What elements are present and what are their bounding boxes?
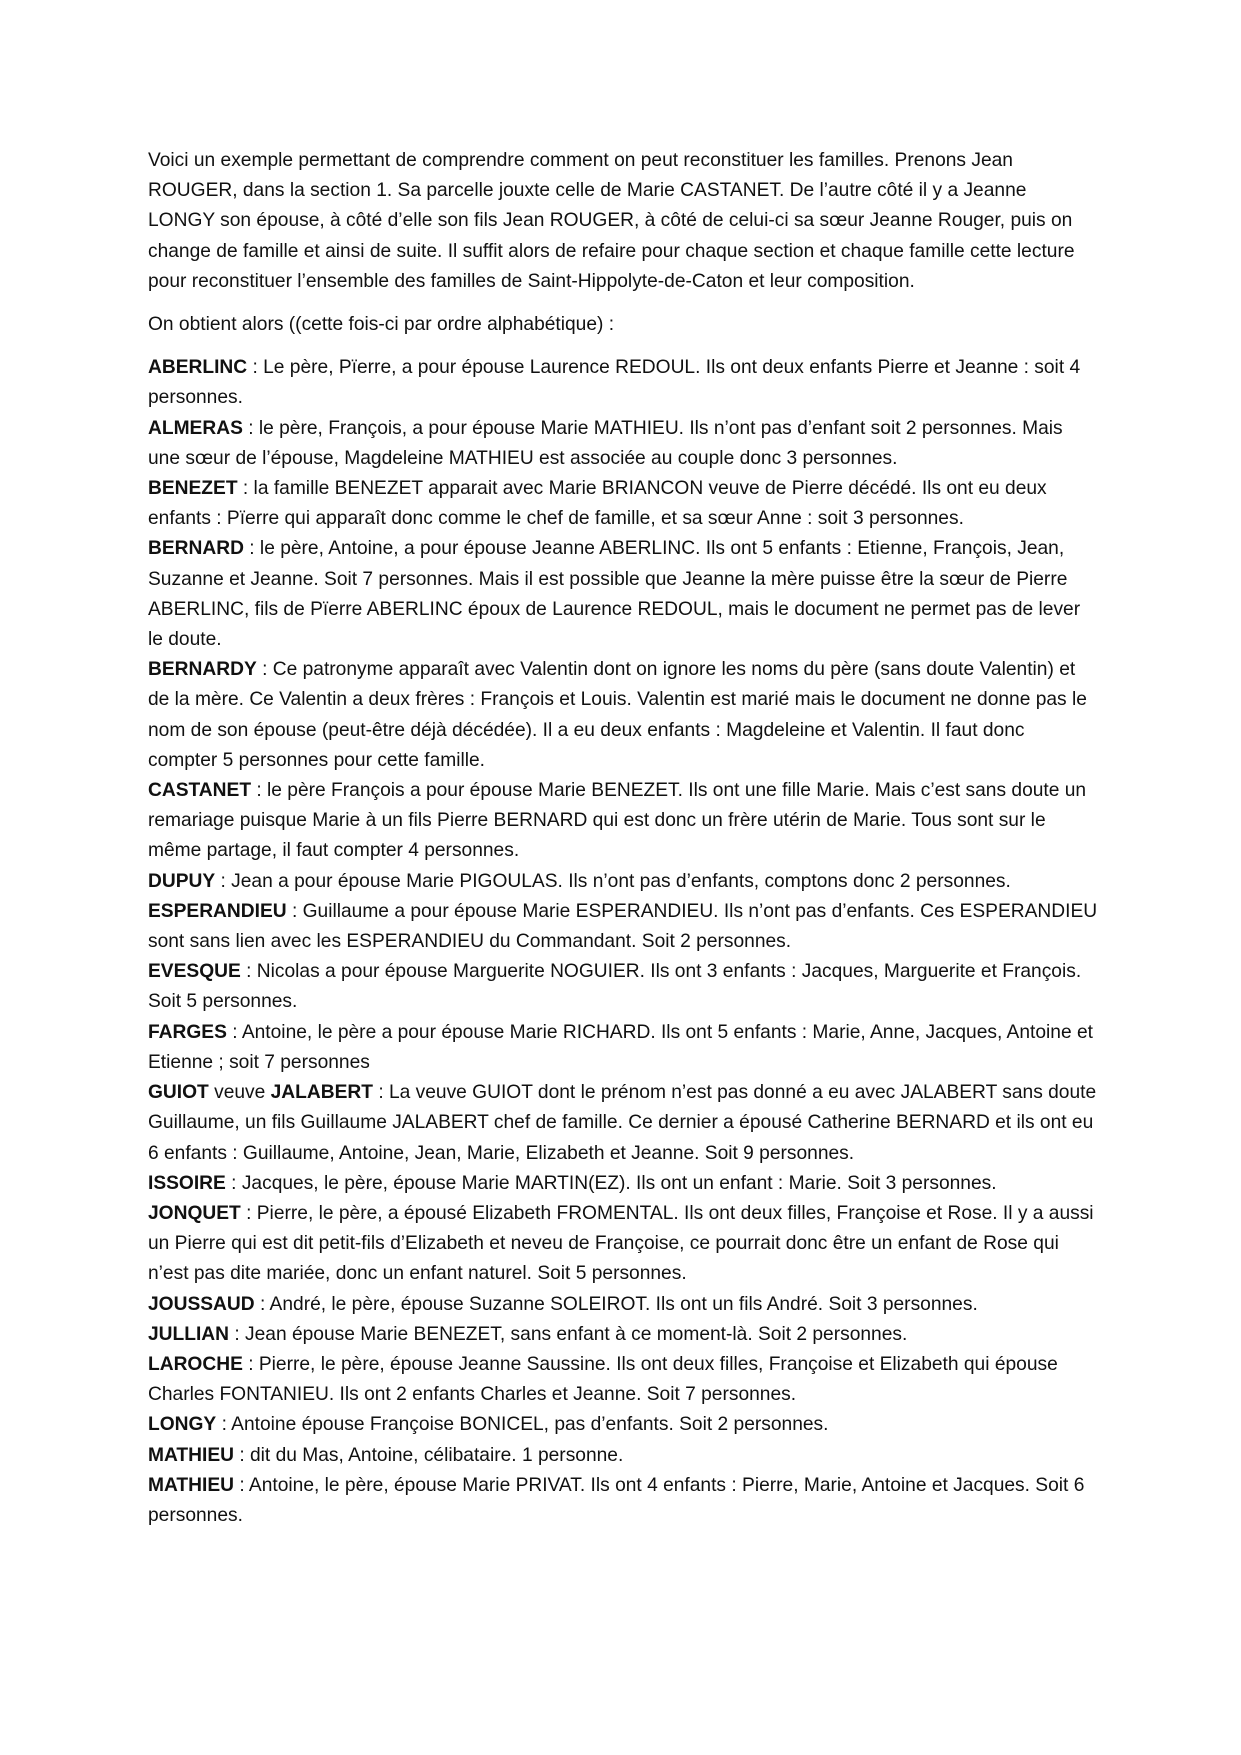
family-name: ALMERAS bbox=[148, 417, 243, 439]
family-name: BERNARD bbox=[148, 538, 244, 560]
family-description: : Guillaume a pour épouse Marie ESPERANDIEU. Ils n’ont pas d’enfants. Ces ESPERANDIEU sont sans lien avec les ESPERANDIEU du Commandant. Soit 2 personnes. bbox=[148, 900, 1098, 953]
family-entry-guiot-jalabert bbox=[148, 1078, 1098, 1169]
family-name: ESPERANDIEU bbox=[148, 900, 287, 922]
family-entry-longy bbox=[148, 1410, 1098, 1440]
family-name: CASTANET bbox=[148, 780, 252, 802]
family-entry-benezet bbox=[148, 474, 1098, 534]
family-entry-issoire bbox=[148, 1169, 1098, 1199]
family-name: JONQUET bbox=[148, 1202, 241, 1224]
family-description: : le père, Antoine, a pour épouse Jeanne ABERLINC. Ils ont 5 enfants : Etienne, François, Jean, Suzanne et Jeanne. Soit 7 personnes. Mais il est possible que Jeanne la mère puisse être la sœur de Pierre ABERLINC, fils de Pïerre ABERLINC époux de Laurence REDOUL, mais le document ne permet pas de lever le doute. bbox=[148, 538, 1081, 651]
family-entry-evesque bbox=[148, 957, 1098, 1017]
family-description: : La veuve GUIOT dont le prénom n’est pas donné a eu avec JALABERT sans doute Guillaume, un fils Guillaume JALABERT chef de famille. Ce dernier a épousé Catherine BERNARD et ils ont eu 6 enfants : Guillaume, Antoine, Jean, Marie, Elizabeth et Jeanne. Soit 9 personnes. bbox=[148, 1082, 1097, 1164]
family-name: ABERLINC bbox=[148, 357, 248, 379]
family-entry-bernardy bbox=[148, 655, 1098, 776]
family-entry-esperandieu bbox=[148, 897, 1098, 957]
family-entry-joussaud bbox=[148, 1290, 1098, 1320]
family-description: : Jacques, le père, épouse Marie MARTIN(EZ). Ils ont un enfant : Marie. Soit 3 personnes. bbox=[225, 1172, 997, 1194]
family-description: : Antoine, le père a pour épouse Marie RICHARD. Ils ont 5 enfants : Marie, Anne, Jacques, Antoine et Etienne ; soit 7 personnes bbox=[148, 1021, 1093, 1073]
family-name: DUPUY bbox=[148, 870, 216, 892]
family-name-secondary: JALABERT bbox=[270, 1082, 373, 1104]
family-description: : Antoine, le père, épouse Marie PRIVAT. Ils ont 4 enfants : Pierre, Marie, Antoine et Jacques. Soit 6 personnes. bbox=[148, 1474, 1085, 1526]
family-description: : Pierre, le père, épouse Jeanne Saussine. Ils ont deux filles, Françoise et Elizabeth qui épouse Charles FONTANIEU. Ils ont 2 enfants Charles et Jeanne. Soit 7 personnes. bbox=[148, 1353, 1058, 1406]
family-entry-bernard bbox=[148, 534, 1098, 655]
family-entry-jullian bbox=[148, 1320, 1098, 1350]
family-name: MATHIEU bbox=[148, 1444, 234, 1466]
intro-paragraph: Voici un exemple permettant de comprendre comment on peut reconstituer les familles. Prenons Jean ROUGER, dans la section 1. Sa parcelle jouxte celle de Marie CASTANET. De l’autre côté il y a Jeanne LONGY son épouse, à côté d’elle son fils Jean ROUGER, à côté de celui-ci sa sœur Jeanne Rouger, puis on change de famille et ainsi de suite. Il suffit alors de refaire pour chaque section et chaque famille cette lecture pour reconstituer l’ensemble des familles de Saint-Hippolyte-de-Caton et leur composition. bbox=[148, 150, 1075, 292]
family-name: BENEZET bbox=[148, 478, 238, 500]
family-entry-almeras bbox=[148, 414, 1098, 474]
family-name: EVESQUE bbox=[148, 961, 241, 983]
family-description: : le père, François, a pour épouse Marie MATHIEU. Ils n’ont pas d’enfant soit 2 personnes. Mais une sœur de l’épouse, Magdeleine MATHIEU est associée au couple donc 3 personnes. bbox=[148, 417, 1063, 469]
family-entry-jonquet bbox=[148, 1199, 1098, 1290]
family-description: : Nicolas a pour épouse Marguerite NOGUIER. Ils ont 3 enfants : Jacques, Marguerite et François. Soit 5 personnes. bbox=[148, 961, 1082, 1013]
family-name: FARGES bbox=[148, 1021, 227, 1043]
family-entry-mathieu-mas bbox=[148, 1441, 1098, 1471]
family-name: LAROCHE bbox=[148, 1353, 243, 1375]
family-name: BERNARDY bbox=[148, 659, 257, 681]
family-entry-mathieu bbox=[148, 1471, 1098, 1531]
list-lead-paragraph: On obtient alors ((cette fois-ci par ordre alphabétique) : bbox=[148, 314, 615, 336]
family-name: JOUSSAUD bbox=[148, 1293, 255, 1315]
family-entry-castanet bbox=[148, 776, 1098, 867]
family-entry-farges bbox=[148, 1018, 1098, 1078]
family-description: : Antoine épouse Françoise BONICEL, pas d’enfants. Soit 2 personnes. bbox=[216, 1414, 829, 1436]
family-description: : Le père, Pïerre, a pour épouse Laurence REDOUL. Ils ont deux enfants Pierre et Jeanne : soit 4 personnes. bbox=[148, 357, 1081, 409]
family-description: : le père François a pour épouse Marie BENEZET. Ils ont une fille Marie. Mais c’est sans doute un remariage puisque Marie à un fils Pierre BERNARD qui est donc un frère utérin de Marie. Tous sont sur le même partage, il faut compter 4 personnes. bbox=[148, 780, 1087, 862]
family-name: GUIOT bbox=[148, 1082, 209, 1104]
family-name: JULLIAN bbox=[148, 1323, 230, 1345]
family-name: LONGY bbox=[148, 1414, 217, 1436]
document-page bbox=[148, 146, 1098, 1531]
family-entry-dupuy bbox=[148, 867, 1098, 897]
family-entry-aberlinc bbox=[148, 353, 1098, 413]
family-name-connector: veuve bbox=[208, 1082, 271, 1104]
family-description: : Jean épouse Marie BENEZET, sans enfant à ce moment-là. Soit 2 personnes. bbox=[229, 1323, 908, 1345]
family-description: : la famille BENEZET apparait avec Marie BRIANCON veuve de Pierre décédé. Ils ont eu deux enfants : Pïerre qui apparaît donc comme le chef de famille, et sa sœur Anne : soit 3 personnes. bbox=[148, 478, 1047, 530]
family-description: : dit du Mas, Antoine, célibataire. 1 personne. bbox=[233, 1444, 624, 1466]
family-description: : Ce patronyme apparaît avec Valentin dont on ignore les noms du père (sans doute Valentin) et de la mère. Ce Valentin a deux frères : François et Louis. Valentin est marié mais le document ne donne pas le nom de son épouse (peut-être déjà décédée). Il a eu deux enfants : Magdeleine et Valentin. Il faut donc compter 5 personnes pour cette famille. bbox=[148, 659, 1087, 771]
family-list bbox=[148, 353, 1098, 1531]
family-name: ISSOIRE bbox=[148, 1172, 226, 1194]
family-description: : André, le père, épouse Suzanne SOLEIROT. Ils ont un fils André. Soit 3 personnes. bbox=[254, 1293, 978, 1315]
family-description: : Jean a pour épouse Marie PIGOULAS. Ils n’ont pas d’enfants, comptons donc 2 personnes. bbox=[215, 870, 1011, 892]
family-name: MATHIEU bbox=[148, 1474, 234, 1496]
family-entry-laroche bbox=[148, 1350, 1098, 1410]
family-description: : Pierre, le père, a épousé Elizabeth FROMENTAL. Ils ont deux filles, Françoise et Rose. Il y a aussi un Pierre qui est dit petit-fils d’Elizabeth et neveu de Françoise, ce pourrait donc être un enfant de Rose qui n’est pas dite mariée, donc un enfant naturel. Soit 5 personnes. bbox=[148, 1202, 1094, 1285]
